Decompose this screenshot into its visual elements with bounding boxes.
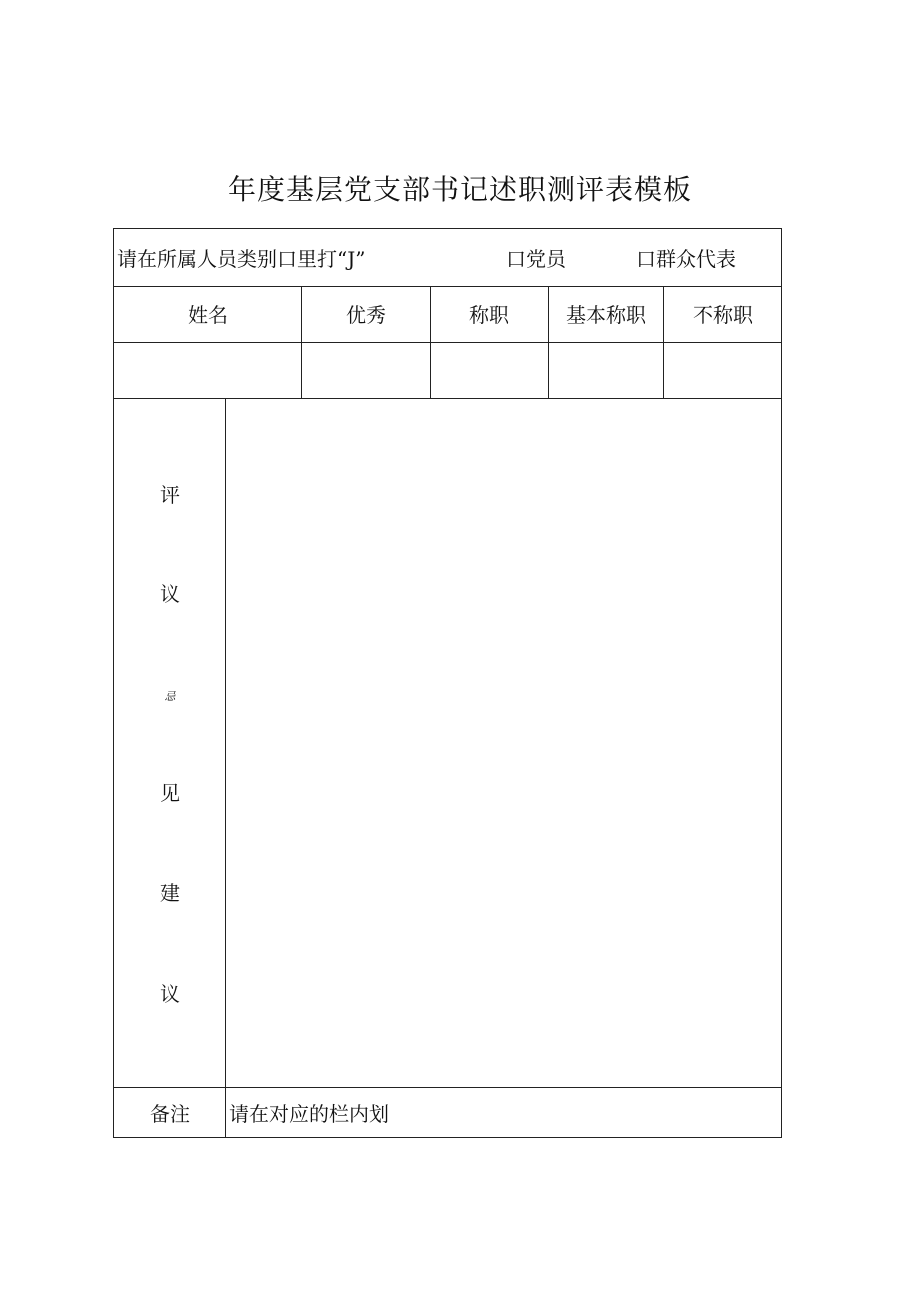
comments-label-char: 忌 bbox=[164, 690, 176, 703]
row-divider bbox=[114, 1087, 781, 1088]
header-competent: 称职 bbox=[469, 303, 509, 327]
option-party-member[interactable]: 口党员 bbox=[506, 247, 566, 271]
document-title: 年度基层党支部书记述职测评表模板 bbox=[227, 173, 692, 206]
comments-label-char: 议 bbox=[160, 582, 180, 606]
remarks-text: 请在对应的栏内划 bbox=[229, 1102, 389, 1126]
option-masses-representative[interactable]: 口群众代表 bbox=[636, 247, 736, 271]
header-basically-competent: 基本称职 bbox=[566, 303, 646, 327]
label-column-divider bbox=[225, 398, 226, 1137]
header-excellent: 优秀 bbox=[346, 303, 386, 327]
row-divider bbox=[114, 286, 781, 287]
remarks-label: 备注 bbox=[150, 1102, 190, 1126]
header-incompetent: 不称职 bbox=[693, 303, 753, 327]
comments-label-char: 见 bbox=[160, 781, 180, 805]
comments-label-char: 建 bbox=[160, 881, 180, 905]
category-instruction: 请在所属人员类别口里打“J” bbox=[117, 247, 366, 271]
row-divider bbox=[114, 398, 781, 399]
header-name: 姓名 bbox=[188, 303, 228, 327]
comments-label-char: 评 bbox=[160, 483, 180, 507]
row-divider bbox=[114, 342, 781, 343]
evaluation-form-table bbox=[113, 228, 782, 1138]
comments-label-char: 议 bbox=[160, 982, 180, 1006]
